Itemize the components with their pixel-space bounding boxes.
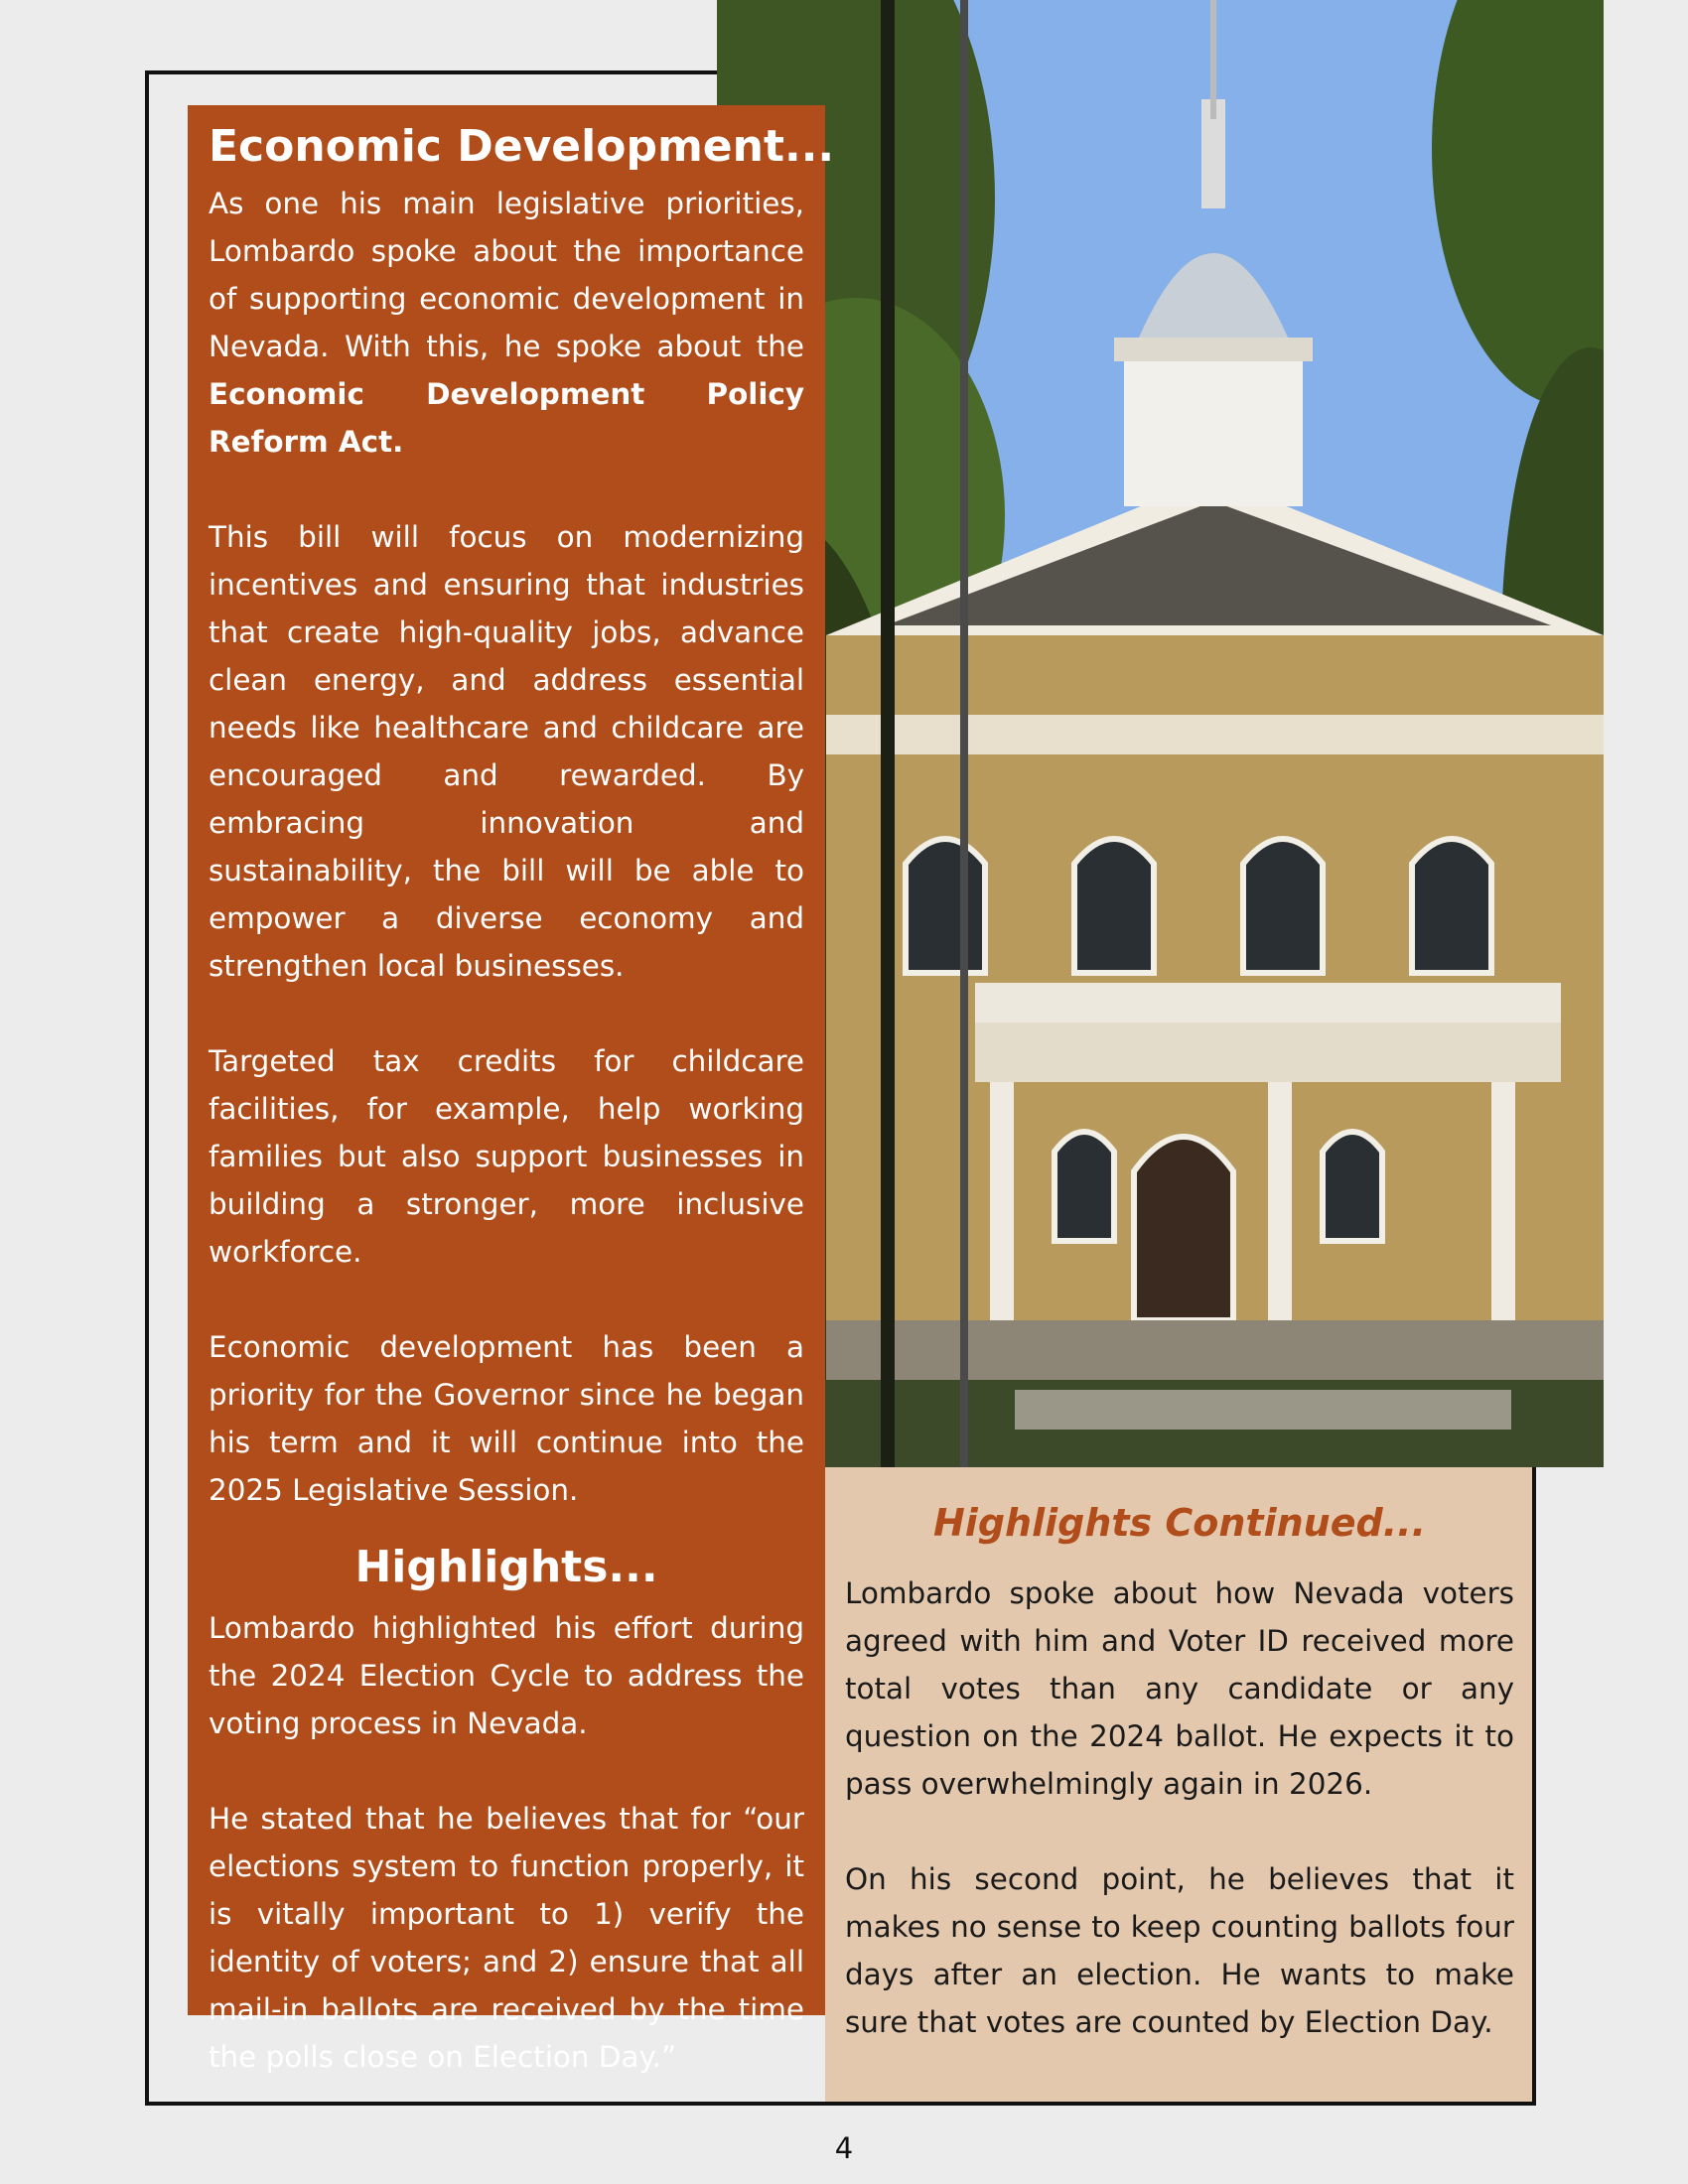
capitol-illustration (717, 0, 1604, 1467)
economic-paragraph-3: Targeted tax credits for childcare facilities, for example, help working families but also support businesses in building a stronger, more inclusive workforce. (209, 1044, 804, 1269)
highlights-continued-heading: Highlights Continued... (932, 1501, 1427, 1545)
economic-paragraph-2: This bill will focus on modernizing incentives and ensuring that industries that create high-quality jobs, advance clean energy, and address essential needs like healthcare and childcare are encouraged and rewarded. By embracing innovation and sustainability, the bill will be able to empower a diverse economy and strengthen local businesses. (209, 520, 804, 983)
economic-development-panel (188, 105, 835, 2074)
economic-paragraph-1 (209, 180, 804, 466)
economic-paragraph-4: Economic development has been a priority for the Governor since he began his term and it will continue into the 2025 Legislative Session. (209, 1330, 804, 1507)
highlights-continued-paragraph-2: On his second point, he believes that it makes no sense to keep counting ballots four days after an election. He wants to make sure that votes are counted by Election Day. (845, 1861, 1514, 2039)
highlights-heading: Highlights... (354, 1542, 658, 1592)
capitol-building-photo (717, 0, 1604, 1467)
highlights-continued-panel (825, 1467, 1532, 2102)
highlights-paragraph-2: He stated that he believes that for “our elections system to function properly, it is vitally important to 1) verify the identity of voters; and 2) ensure that all mail-in ballots are received by the time the polls close on Election Day.” (209, 1802, 804, 2074)
policy-reform-act-name: Economic Development Policy Reform Act. (209, 377, 804, 459)
page-number: 4 (834, 2131, 854, 2165)
economic-paragraph-1-text: As one his main legislative priorities, Lombardo spoke about the importance of supporting economic development in Nevada. With this, he spoke about the (209, 187, 804, 363)
highlights-paragraph-1: Lombardo highlighted his effort during the 2024 Election Cycle to address the voting process in Nevada. (209, 1611, 804, 1740)
highlights-continued-paragraph-1: Lombardo spoke about how Nevada voters agreed with him and Voter ID received more total votes than any candidate or any question on the 2024 ballot. He expects it to pass overwhelmingly again in 2026. (845, 1575, 1514, 1801)
economic-development-heading: Economic Development... (209, 121, 835, 172)
